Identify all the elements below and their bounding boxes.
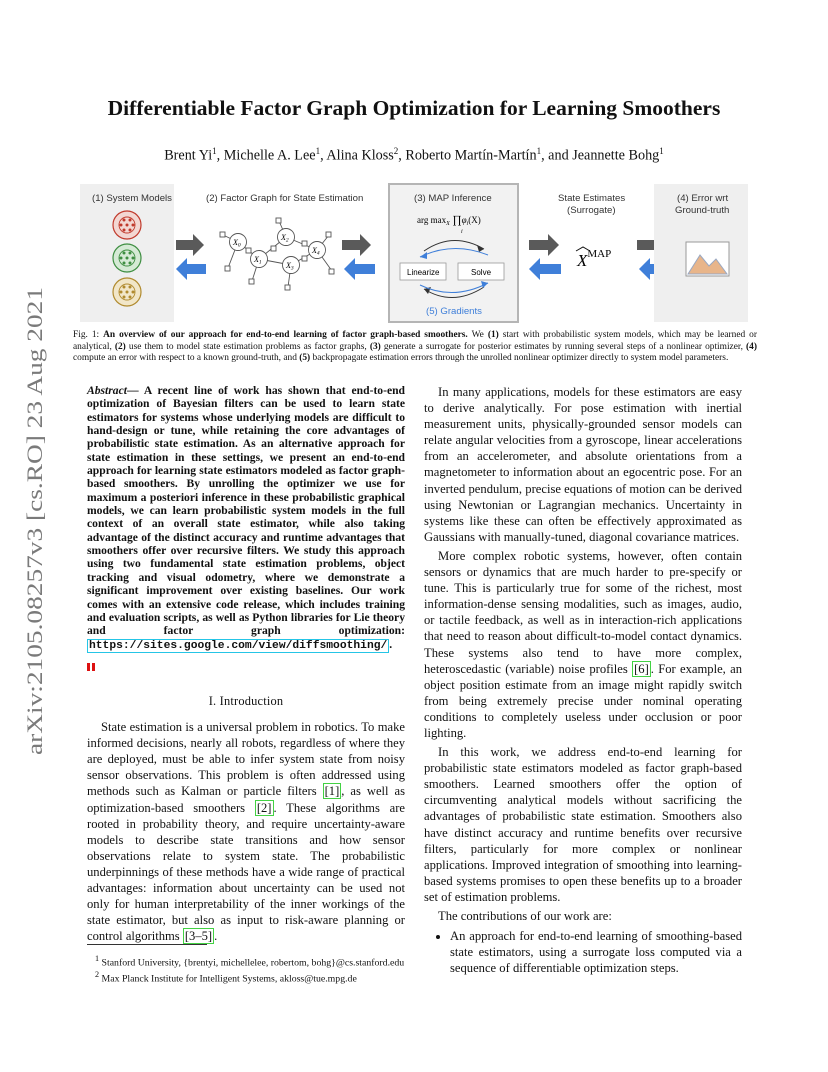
image-icon [686, 242, 729, 276]
node-x4-label: X4 [312, 246, 320, 257]
author-affiliation-mark: 2 [393, 146, 399, 156]
forward-arrow-1 [176, 234, 204, 256]
project-link[interactable]: https://sites.google.com/view/diffsmoothing/ [89, 639, 388, 652]
caption-text-run: generate a surrogate for posterior estimates by running several steps of a nonlinear optimizer, [380, 341, 747, 352]
arxiv-stamp-text: arXiv:2105.08257v3 [cs.RO] 23 Aug 2021 [22, 378, 47, 755]
caption-text-run: compute an error with respect to a known ground-truth, and [73, 353, 300, 364]
footnote-2: $^2$ Max Planck Institute for Intelligent Systems, akloss@tue.mpg.de [95, 969, 357, 985]
xhat-map: $X^{MAP}$ [577, 248, 612, 270]
text-run: . These algorithms are rooted in probability theory, and require uncertainty-aware models to describe state transitions and how sensor observations relate to system state. The probabilistic underpinnings of these methods have a wide range of practical advantages: information about uncertainty can be used not only for human interpretability of the inner workings of the state estimator, but also as input to risk-aware planning or control algorithms [87, 800, 405, 944]
backward-arrow-2 [344, 258, 375, 280]
caption-text-run: use them to model state estimation problems as factor graphs, [125, 341, 370, 352]
footnote-rule [87, 944, 207, 945]
caption-text-run: backpropagate estimation errors through the unrolled nonlinear optimizer directly to system model parameters. [310, 353, 729, 364]
caption-step-number: (1) [487, 330, 499, 340]
caption-step-number: (4) [746, 341, 757, 352]
text-run: More complex robotic systems, however, often contain sensors or dynamics that are much harder to pre-specify or tune. This is particularly true for some of the richest, most information-dense sensing modalities, such as images, audio, or tactile feedback, as well as in interaction-rich applications that need to reason about difficult-to-model contact dynamics. These systems also tend to have more complex, heteroscedastic (variable) noise profiles [424, 548, 742, 676]
label-system-models: (1) System Models [92, 193, 172, 204]
label-surrogate: (Surrogate) [567, 205, 616, 216]
author-list: Brent Yi$^1$, Michelle A. Lee$^1$, Alina Kloss$^2$, Roberto Martín-Martín$^1$, and Jeannette Bohg$^1$ [164, 146, 664, 164]
figure-caption [73, 330, 757, 365]
author-name: Michelle A. Lee [223, 147, 316, 164]
red-marker [87, 659, 405, 675]
label-factor-graph: (2) Factor Graph for State Estimation [206, 193, 364, 204]
section-heading-introduction: I. Introduction [208, 693, 284, 708]
caption-step-number: (5) [299, 353, 311, 364]
argmax-formula: arg $\max_X$ $\prod\varphi_i(X)$ [417, 214, 481, 227]
caption-step-number: (2) [114, 341, 126, 352]
backward-arrow-3 [529, 258, 561, 280]
label-ground-truth: Ground-truth [675, 205, 730, 216]
contributions-list [424, 928, 742, 976]
author-affiliation-mark: 1 [536, 146, 542, 156]
author-affiliation-mark: 1 [315, 146, 321, 156]
contribution-item: • An approach for end-to-end learning of smoothing-based state estimators, using a surrogate loss computed via a sequence of differentiable optimization steps. [450, 928, 742, 976]
label-state-estimates: State Estimates [558, 193, 626, 204]
text-run: State estimation is a universal problem in robotics. To make informed decisions, nearly all robots, regardless of where they are deployed, must be able to infer system state from noisy sensor observations. This problem is often addressed using methods such as Kalman or particle filters [87, 720, 405, 799]
caption-bold-lead: An overview of our approach for end-to-end learning of factor graph-based smoothers. [103, 330, 468, 340]
caption-step-number: (3) [369, 341, 381, 352]
text-run: . For example, an object position estimate from an image might rapidly switch from being extremely precise under nominal operating conditions to completely useless under occlusion or poor lighting. [424, 661, 742, 740]
label-map-inference: (3) MAP Inference [414, 193, 492, 204]
abstract-dash: — [126, 384, 144, 397]
author-name: and Jeannette Bohg [548, 147, 660, 164]
abstract-text: A recent line of work has shown that end-to-end optimization of Bayesian filters can be used to learn state estimators for systems whose underlying models are difficult to hand-design or tune, while retaining the core advantages of probabilistic state estimation. As an alternative approach for state estimation in these settings, we present an end-to-end approach for learning state estimators modeled as factor graph-based smoothers. By unrolling the optimizer we use for maximum a posteriori inference in these probabilistic graphical models, we can learn probabilistic system models in the full context of an overall state estimator, while also taking advantage of the distinct accuracy and runtime advantages that smoothers offer over recursive filters. We study this approach using two fundamental state estimation problems, object tracking and visual odometry, where we demonstrate a significant improvement over existing baselines. Our work comes with an extensive code release, which includes training and evaluation scripts, as well as Python libraries for Lie theory and factor graph optimization: [87, 384, 406, 638]
caption-label: Fig. 1: [73, 330, 100, 340]
prod-subscript: i [461, 229, 463, 235]
abstract-label: Abstract [87, 384, 127, 397]
label-error: (4) Error wrt [677, 193, 729, 204]
footnotes [87, 953, 405, 985]
author-name: Alina Kloss [326, 147, 394, 164]
caption-text-run: start with probabilistic system models, which may be learned or analytical, [73, 330, 757, 352]
node-x2-label: X2 [281, 233, 289, 244]
node-x0-label: X0 [233, 238, 241, 249]
node-x3-label: X3 [286, 261, 294, 272]
intro-paragraph-3 [424, 548, 742, 741]
model-icon-green [113, 244, 141, 272]
forward-arrow-2 [342, 234, 371, 256]
abstract-end: . [389, 637, 393, 651]
map-inference-panel [389, 184, 518, 322]
text-run: , as well as optimization-based smoothers [87, 784, 406, 815]
right-column [424, 384, 742, 976]
citation-link[interactable]: [2] [256, 800, 272, 815]
intro-paragraph-4: In this work, we address end-to-end learning for probabilistic state estimators modeled as factor graph-based smoothers. Learned smoothers offer the option of circumventing analytical models without sacrificing the advantages of probabilistic state estimation. Smoothers also have distinct accuracy and runtime benefits over recursive filters, particularly for more complex or nonlinear applications. Improved integration of smoothing into learning-based systems promises to open these benefits up to a broader set of estimation problems. [424, 745, 742, 904]
citation-link[interactable]: [3–5] [184, 929, 213, 944]
citation-link[interactable]: [6] [634, 661, 649, 676]
model-icon-gold [113, 278, 141, 306]
author-name: Brent Yi [164, 147, 213, 164]
caption-text-run: We [467, 330, 488, 340]
linearize-label: Linearize [407, 268, 440, 277]
arxiv-stamp [22, 285, 48, 755]
citation-link[interactable]: [1] [324, 784, 340, 799]
footnote-1: $^1$ Stanford University, {brentyi, michellelee, robertom, bohg}@cs.stanford.edu [95, 954, 405, 969]
intro-paragraph-5: The contributions of our work are: [438, 909, 612, 923]
label-gradients: (5) Gradients [426, 306, 482, 317]
author-affiliation-mark: 1 [659, 146, 664, 156]
variable-nodes [230, 229, 326, 274]
author-name: Roberto Martín-Martín [405, 147, 537, 164]
figure-1 [80, 183, 748, 323]
backward-arrow-1 [176, 258, 206, 280]
left-column [87, 384, 405, 944]
author-affiliation-mark: 1 [212, 146, 217, 156]
model-icon-red [113, 211, 141, 239]
paper-title: Differentiable Factor Graph Optimization for Learning Smoothers [107, 96, 721, 120]
intro-paragraph-1 [87, 719, 405, 944]
node-x1-label: X1 [254, 255, 262, 266]
forward-arrow-3 [529, 234, 559, 256]
abstract [87, 384, 405, 653]
text-run: . [214, 929, 218, 944]
intro-paragraph-2: In many applications, models for these estimators are easy to derive analytically. For pose estimation with inertial measurement units, physically-grounded sensor models can relate angular velocities from a gyroscope, linear accelerations from an accelerometer, and absolute orientations from a magnetometer to information about an egocentric pose. For an inverted pendulum, precise equations of motion can be derived using Newtonian or Lagrangian mechanics. Uncertainty in systems like these can often be effectively approximated as Gaussians with manually-tuned, diagonal covariance matrices. [424, 385, 742, 544]
solve-label: Solve [471, 268, 492, 277]
